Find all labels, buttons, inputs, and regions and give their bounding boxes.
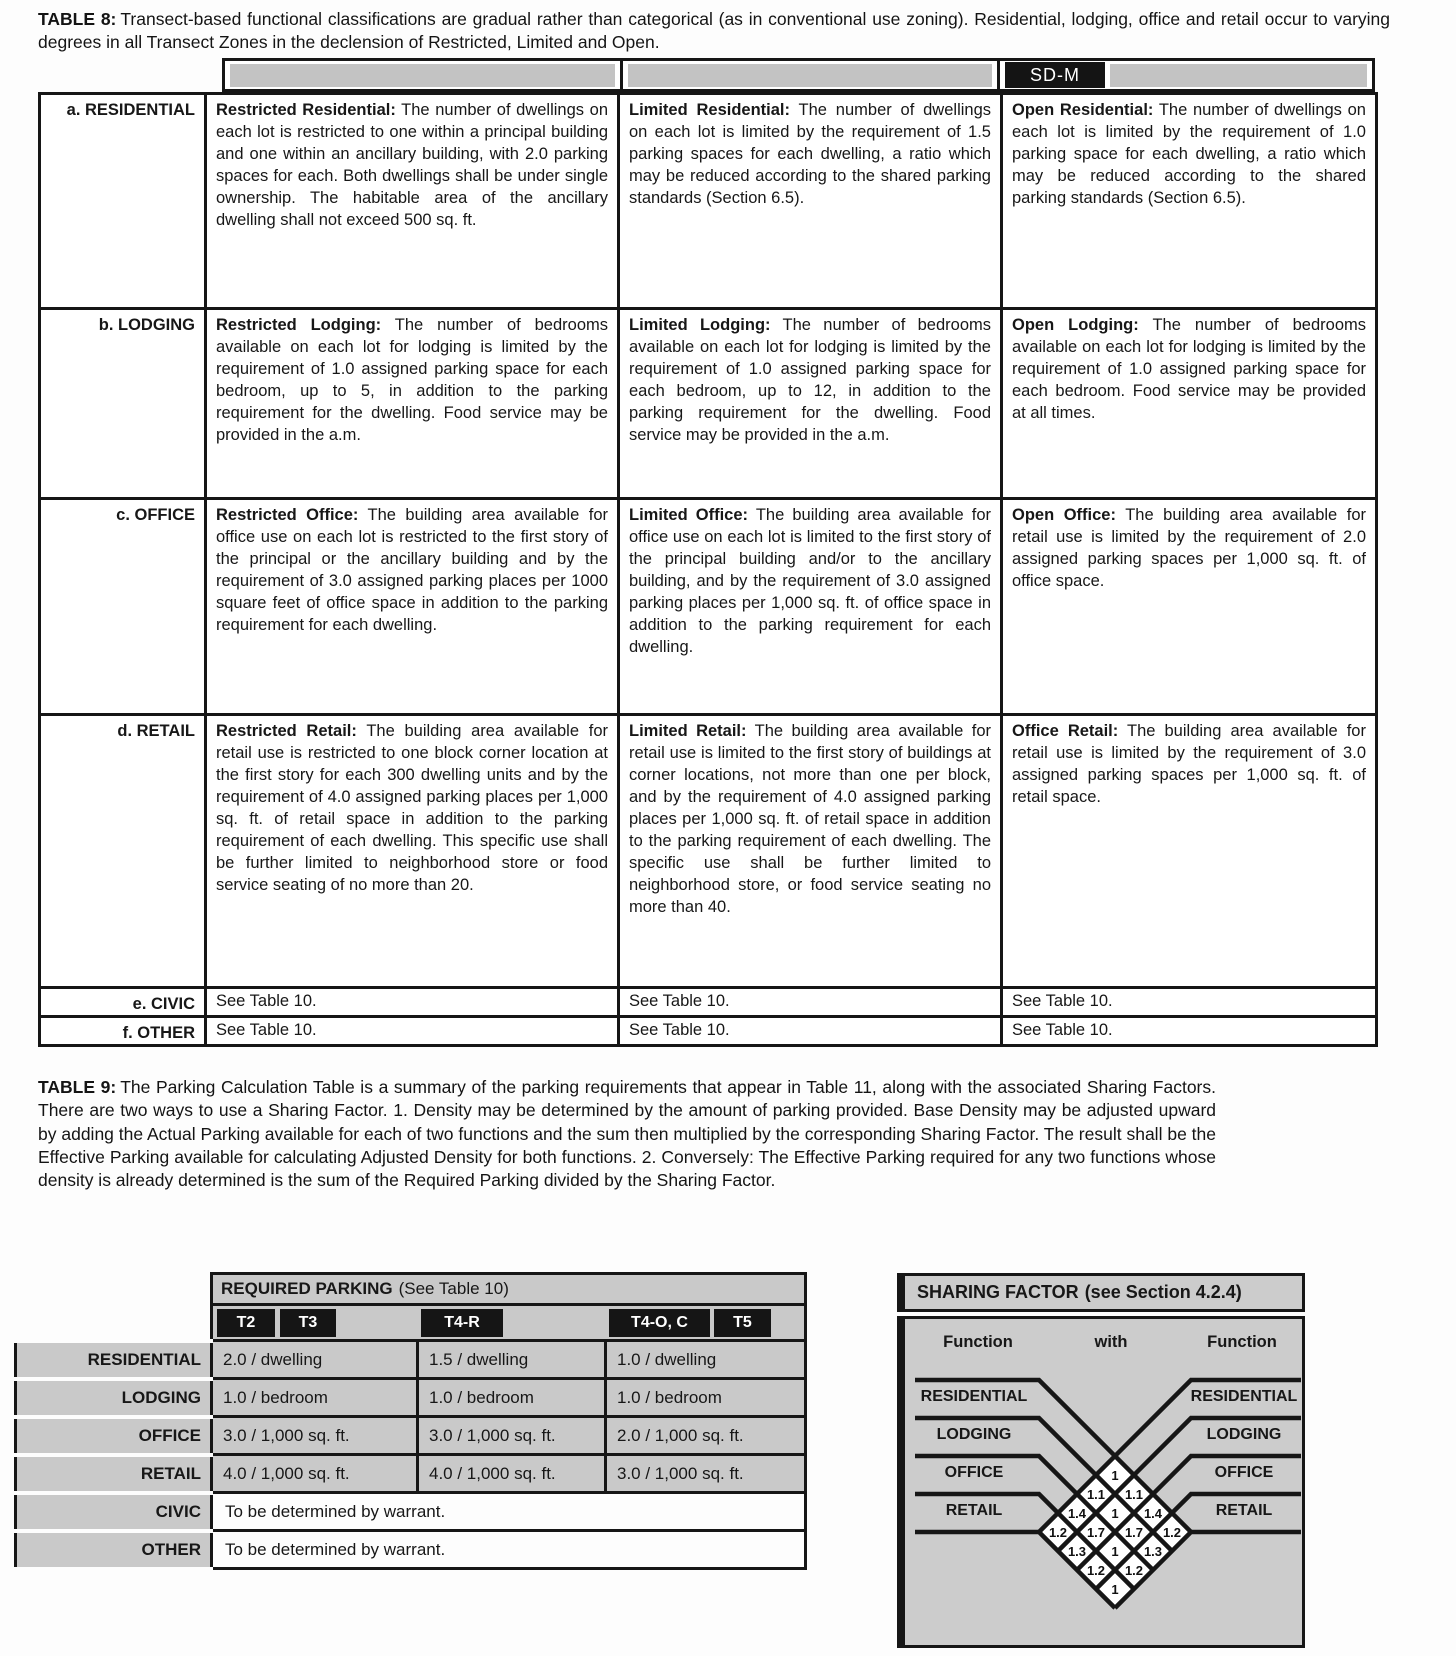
table8-row-residential xyxy=(40,94,1377,309)
left-function-residential: RESIDENTIAL xyxy=(920,1388,1028,1405)
sharing-factor-title-bold: SHARING FACTOR xyxy=(917,1282,1079,1302)
cell-text: The building area available for retail use is limited to the first story of buildings at corner locations, not more than one per block, and by the requirement of 4.0 assigned parking places per 1,000 sq. ft. of retail space in addition to the parking requirement of each dwelling. The specific use shall be further limited to neighborhood store, or food service seating no more than 40. xyxy=(629,722,992,916)
cell-text: See Table 10. xyxy=(1012,992,1113,1010)
left-function-lodging: LODGING xyxy=(936,1426,1012,1443)
cell-other xyxy=(206,1017,619,1046)
transect-header-row xyxy=(16,1305,806,1341)
cell-lead: Limited Lodging: xyxy=(629,316,771,334)
cell-lead: Open Office: xyxy=(1012,506,1116,524)
cell-lead: Open Residential: xyxy=(1012,101,1154,119)
rp-row-other xyxy=(16,1531,806,1569)
rp-value-t4oc: 1.0 / dwelling xyxy=(606,1341,806,1379)
sharing-factor-title-rest: (see Section 4.2.4) xyxy=(1084,1282,1242,1302)
cell-text: The number of dwellings on each lot is restricted to one within a principal building and one within an ancillary building, with 2.0 parking spaces for each. Both dwellings shall be under single ownership. The habitable area of the ancillary dwelling shall not exceed 500 sq. ft. xyxy=(216,101,608,229)
required-parking-title-bold: REQUIRED PARKING xyxy=(221,1279,393,1298)
col-header-function-left: Function xyxy=(943,1333,1013,1351)
table8-header-limited-cell xyxy=(620,61,997,89)
rp-row-label: RESIDENTIAL xyxy=(16,1341,212,1379)
rp-value-t4r: 3.0 / 1,000 sq. ft. xyxy=(418,1417,606,1455)
cell-text: The building area available for office use on each lot is restricted to the first story of the principal or the ancillary building and by the requirement of 3.0 assigned parking places per 1000 square feet of office space in addition to the parking requirement for each dwelling. xyxy=(216,506,608,634)
factor-lod-res: 1.1 xyxy=(1086,1487,1106,1502)
rp-value-t23: 3.0 / 1,000 sq. ft. xyxy=(212,1417,418,1455)
spacer-cell xyxy=(16,1274,212,1305)
rp-value-t4r: 4.0 / 1,000 sq. ft. xyxy=(418,1455,606,1493)
cell-text: See Table 10. xyxy=(216,1021,317,1039)
table8-header-restricted-cell xyxy=(225,61,620,89)
spacer-cell xyxy=(16,1305,212,1341)
cell-limited-residential xyxy=(619,94,1002,309)
rp-row-residential xyxy=(16,1341,806,1379)
table8-caption-label: TABLE 8: xyxy=(38,9,117,29)
redacted-header-box xyxy=(628,64,992,87)
cell-other xyxy=(1002,1017,1377,1046)
cell-civic xyxy=(1002,988,1377,1017)
table9-caption-text: The Parking Calculation Table is a summary of the parking requirements that appear in Table 11, along with the associated Sharing Factors. There are two ways to use a Sharing Factor. 1. Density may be determined by the amount of parking provided. Base Density may be adjusted upward by adding the Actual Parking available for each of two functions and the sum then multiplied by the corresponding Sharing Factor. The result shall be the Effective Parking available for calculating Adjusted Density for both functions. 2. Conversely: The Effective Parking required for any two functions whose density is already determined is the sum of the Required Parking divided by the Sharing Factor. xyxy=(38,1077,1216,1191)
transect-t3: T3 xyxy=(280,1309,336,1337)
row-label: f. OTHER xyxy=(40,1017,206,1046)
rp-row-label: LODGING xyxy=(16,1379,212,1417)
cell-open-lodging xyxy=(1002,309,1377,499)
cell-limited-office xyxy=(619,499,1002,715)
rp-value-t23: 4.0 / 1,000 sq. ft. xyxy=(212,1455,418,1493)
cell-lead: Restricted Office: xyxy=(216,506,359,524)
cell-text: See Table 10. xyxy=(629,992,730,1010)
table8-caption-text: Transect-based functional classifications are gradual rather than categorical (as in conventional use zoning). Residential, lodging, office and retail occur to varying degrees in all Transect Zones in the declension of Restricted, Limited and Open. xyxy=(38,9,1390,53)
cell-limited-retail xyxy=(619,715,1002,988)
factor-res-off: 1.4 xyxy=(1143,1506,1163,1521)
rp-value-t23: 1.0 / bedroom xyxy=(212,1379,418,1417)
table9-caption xyxy=(38,1076,1216,1192)
table8-row-retail xyxy=(40,715,1377,988)
factor-off-ret: 1.2 xyxy=(1124,1563,1144,1578)
cell-text: See Table 10. xyxy=(216,992,317,1010)
redacted-header-box xyxy=(1110,64,1367,87)
rp-row-civic xyxy=(16,1493,806,1531)
table9-caption-label: TABLE 9: xyxy=(38,1077,117,1097)
cell-text: The number of bedrooms available on each lot for lodging is limited by the requirement of 1.0 assigned parking space for each bedroom, up to 5, in addition to the parking requirement for the dwelling. Food service may be provided in the a.m. xyxy=(216,316,608,444)
row-label: d. RETAIL xyxy=(40,715,206,988)
required-parking-title-row xyxy=(16,1274,806,1305)
right-function-retail: RETAIL xyxy=(1215,1502,1273,1519)
factor-ret-ret: 1 xyxy=(1111,1582,1119,1597)
factor-lod-lod: 1 xyxy=(1111,1506,1119,1521)
cell-open-retail xyxy=(1002,715,1377,988)
rp-value-t4oc: 3.0 / 1,000 sq. ft. xyxy=(606,1455,806,1493)
factor-lod-ret: 1.3 xyxy=(1143,1544,1163,1559)
required-parking-title xyxy=(212,1274,806,1305)
cell-restricted-residential xyxy=(206,94,619,309)
transect-t4r: T4-R xyxy=(421,1309,503,1337)
table8-caption xyxy=(38,8,1390,55)
rp-value-civic: To be determined by warrant. xyxy=(212,1493,806,1531)
rp-value-t23: 2.0 / dwelling xyxy=(212,1341,418,1379)
cell-text: The number of bedrooms available on each lot for lodging is limited by the requirement of 1.0 assigned parking space for each bedroom. Food service may be provided at all times. xyxy=(1012,316,1366,422)
right-function-residential: RESIDENTIAL xyxy=(1190,1388,1298,1405)
row-label: a. RESIDENTIAL xyxy=(40,94,206,309)
sharing-factor-diagram xyxy=(897,1316,1305,1648)
table8 xyxy=(38,92,1378,1047)
cell-other xyxy=(619,1017,1002,1046)
cell-text: See Table 10. xyxy=(629,1021,730,1039)
cell-lead: Restricted Lodging: xyxy=(216,316,382,334)
sharing-factor-lattice xyxy=(905,1319,1307,1645)
cell-restricted-lodging xyxy=(206,309,619,499)
cell-lead: Restricted Retail: xyxy=(216,722,357,740)
cell-open-office xyxy=(1002,499,1377,715)
left-function-office: OFFICE xyxy=(944,1464,1004,1481)
right-function-lodging: LODGING xyxy=(1206,1426,1282,1443)
rp-row-label: CIVIC xyxy=(16,1493,212,1531)
cell-lead: Office Retail: xyxy=(1012,722,1119,740)
right-function-office: OFFICE xyxy=(1214,1464,1274,1481)
rp-row-lodging xyxy=(16,1379,806,1417)
cell-text: The number of dwellings on each lot is limited by the requirement of 1.0 parking space for each dwelling, a ratio which may be reduced according to the shared parking standards (Section 6.5). xyxy=(1012,101,1366,207)
rp-row-office xyxy=(16,1417,806,1455)
required-parking-title-rest: (See Table 10) xyxy=(398,1279,509,1298)
rp-row-label: RETAIL xyxy=(16,1455,212,1493)
factor-res-res: 1 xyxy=(1111,1468,1119,1483)
rp-value-other: To be determined by warrant. xyxy=(212,1531,806,1569)
cell-lead: Limited Retail: xyxy=(629,722,747,740)
col-header-function-right: Function xyxy=(1207,1333,1277,1351)
cell-civic xyxy=(206,988,619,1017)
transect-t5: T5 xyxy=(714,1309,771,1337)
redacted-header-box xyxy=(230,64,615,87)
row-label: e. CIVIC xyxy=(40,988,206,1017)
cell-limited-lodging xyxy=(619,309,1002,499)
cell-lead: Restricted Residential: xyxy=(216,101,396,119)
row-label: b. LODGING xyxy=(40,309,206,499)
cell-text: The number of bedrooms available on each lot for lodging is limited by the requirement of 1.0 assigned parking space for each bedroom, up to 12, in addition to the parking requirement for the dwelling. Food service may be provided in the a.m. xyxy=(629,316,991,444)
required-parking-table xyxy=(14,1272,807,1571)
factor-ret-lod: 1.3 xyxy=(1067,1544,1087,1559)
rp-value-t4r: 1.5 / dwelling xyxy=(418,1341,606,1379)
table8-row-civic xyxy=(40,988,1377,1017)
cell-lead: Limited Residential: xyxy=(629,101,791,119)
factor-ret-off: 1.2 xyxy=(1086,1563,1106,1578)
factor-res-lod: 1.1 xyxy=(1124,1487,1144,1502)
row-label: c. OFFICE xyxy=(40,499,206,715)
rp-value-t4oc: 1.0 / bedroom xyxy=(606,1379,806,1417)
sharing-factor-title xyxy=(897,1273,1305,1312)
transect-t4oc: T4-O, C xyxy=(609,1309,710,1337)
cell-restricted-retail xyxy=(206,715,619,988)
table8-header-open-cell xyxy=(997,61,1372,89)
cell-text: The building area available for retail use is limited by the requirement of 2.0 assigned parking spaces per 1,000 sq. ft. of office space. xyxy=(1012,506,1366,590)
table8-row-lodging xyxy=(40,309,1377,499)
cell-text: The building area available for retail use is limited by the requirement of 3.0 assigned parking spaces per 1,000 sq. ft. of retail space. xyxy=(1012,722,1366,806)
col-header-with: with xyxy=(1094,1333,1128,1351)
sd-m-badge: SD-M xyxy=(1005,62,1105,88)
rp-row-retail xyxy=(16,1455,806,1493)
factor-ret-res: 1.2 xyxy=(1048,1525,1068,1540)
table8-header-row xyxy=(222,58,1375,92)
sharing-factor-panel xyxy=(897,1273,1305,1648)
cell-text: The building area available for retail use is restricted to one block corner location at the first story for each 300 dwelling units and by the requirement of 4.0 assigned parking places per 1,000 sq. ft. of retail space in addition to the parking requirement of each dwelling. This specific use shall be further limited to neighborhood store or food service seating of no more than 20. xyxy=(216,722,609,894)
left-function-retail: RETAIL xyxy=(945,1502,1003,1519)
cell-lead: Open Lodging: xyxy=(1012,316,1139,334)
rp-row-label: OFFICE xyxy=(16,1417,212,1455)
cell-lead: Limited Office: xyxy=(629,506,749,524)
factor-res-ret: 1.2 xyxy=(1162,1525,1182,1540)
cell-civic xyxy=(619,988,1002,1017)
rp-value-t4oc: 2.0 / 1,000 sq. ft. xyxy=(606,1417,806,1455)
factor-off-off: 1 xyxy=(1111,1544,1119,1559)
table8-row-other xyxy=(40,1017,1377,1046)
factor-off-res: 1.4 xyxy=(1067,1506,1087,1521)
factor-off-lod: 1.7 xyxy=(1086,1525,1106,1540)
transect-t2: T2 xyxy=(217,1309,275,1337)
rp-value-t4r: 1.0 / bedroom xyxy=(418,1379,606,1417)
cell-restricted-office xyxy=(206,499,619,715)
cell-text: See Table 10. xyxy=(1012,1021,1113,1039)
cell-text: The building area available for office use on each lot is limited to the first story of the principal building and/or to the ancillary building, and by the requirement of 3.0 assigned parking places per 1,000 sq. ft. of office space in addition to the parking requirement for each dwelling. xyxy=(629,506,991,656)
cell-text: The number of dwellings on each lot is limited by the requirement of 1.5 parking spaces for each dwelling, a ratio which may be reduced according to the shared parking standards (Section 6.5). xyxy=(629,101,992,207)
factor-lod-off: 1.7 xyxy=(1124,1525,1144,1540)
table8-row-office xyxy=(40,499,1377,715)
cell-open-residential xyxy=(1002,94,1377,309)
transect-header-cell xyxy=(212,1305,806,1341)
rp-row-label: OTHER xyxy=(16,1531,212,1569)
